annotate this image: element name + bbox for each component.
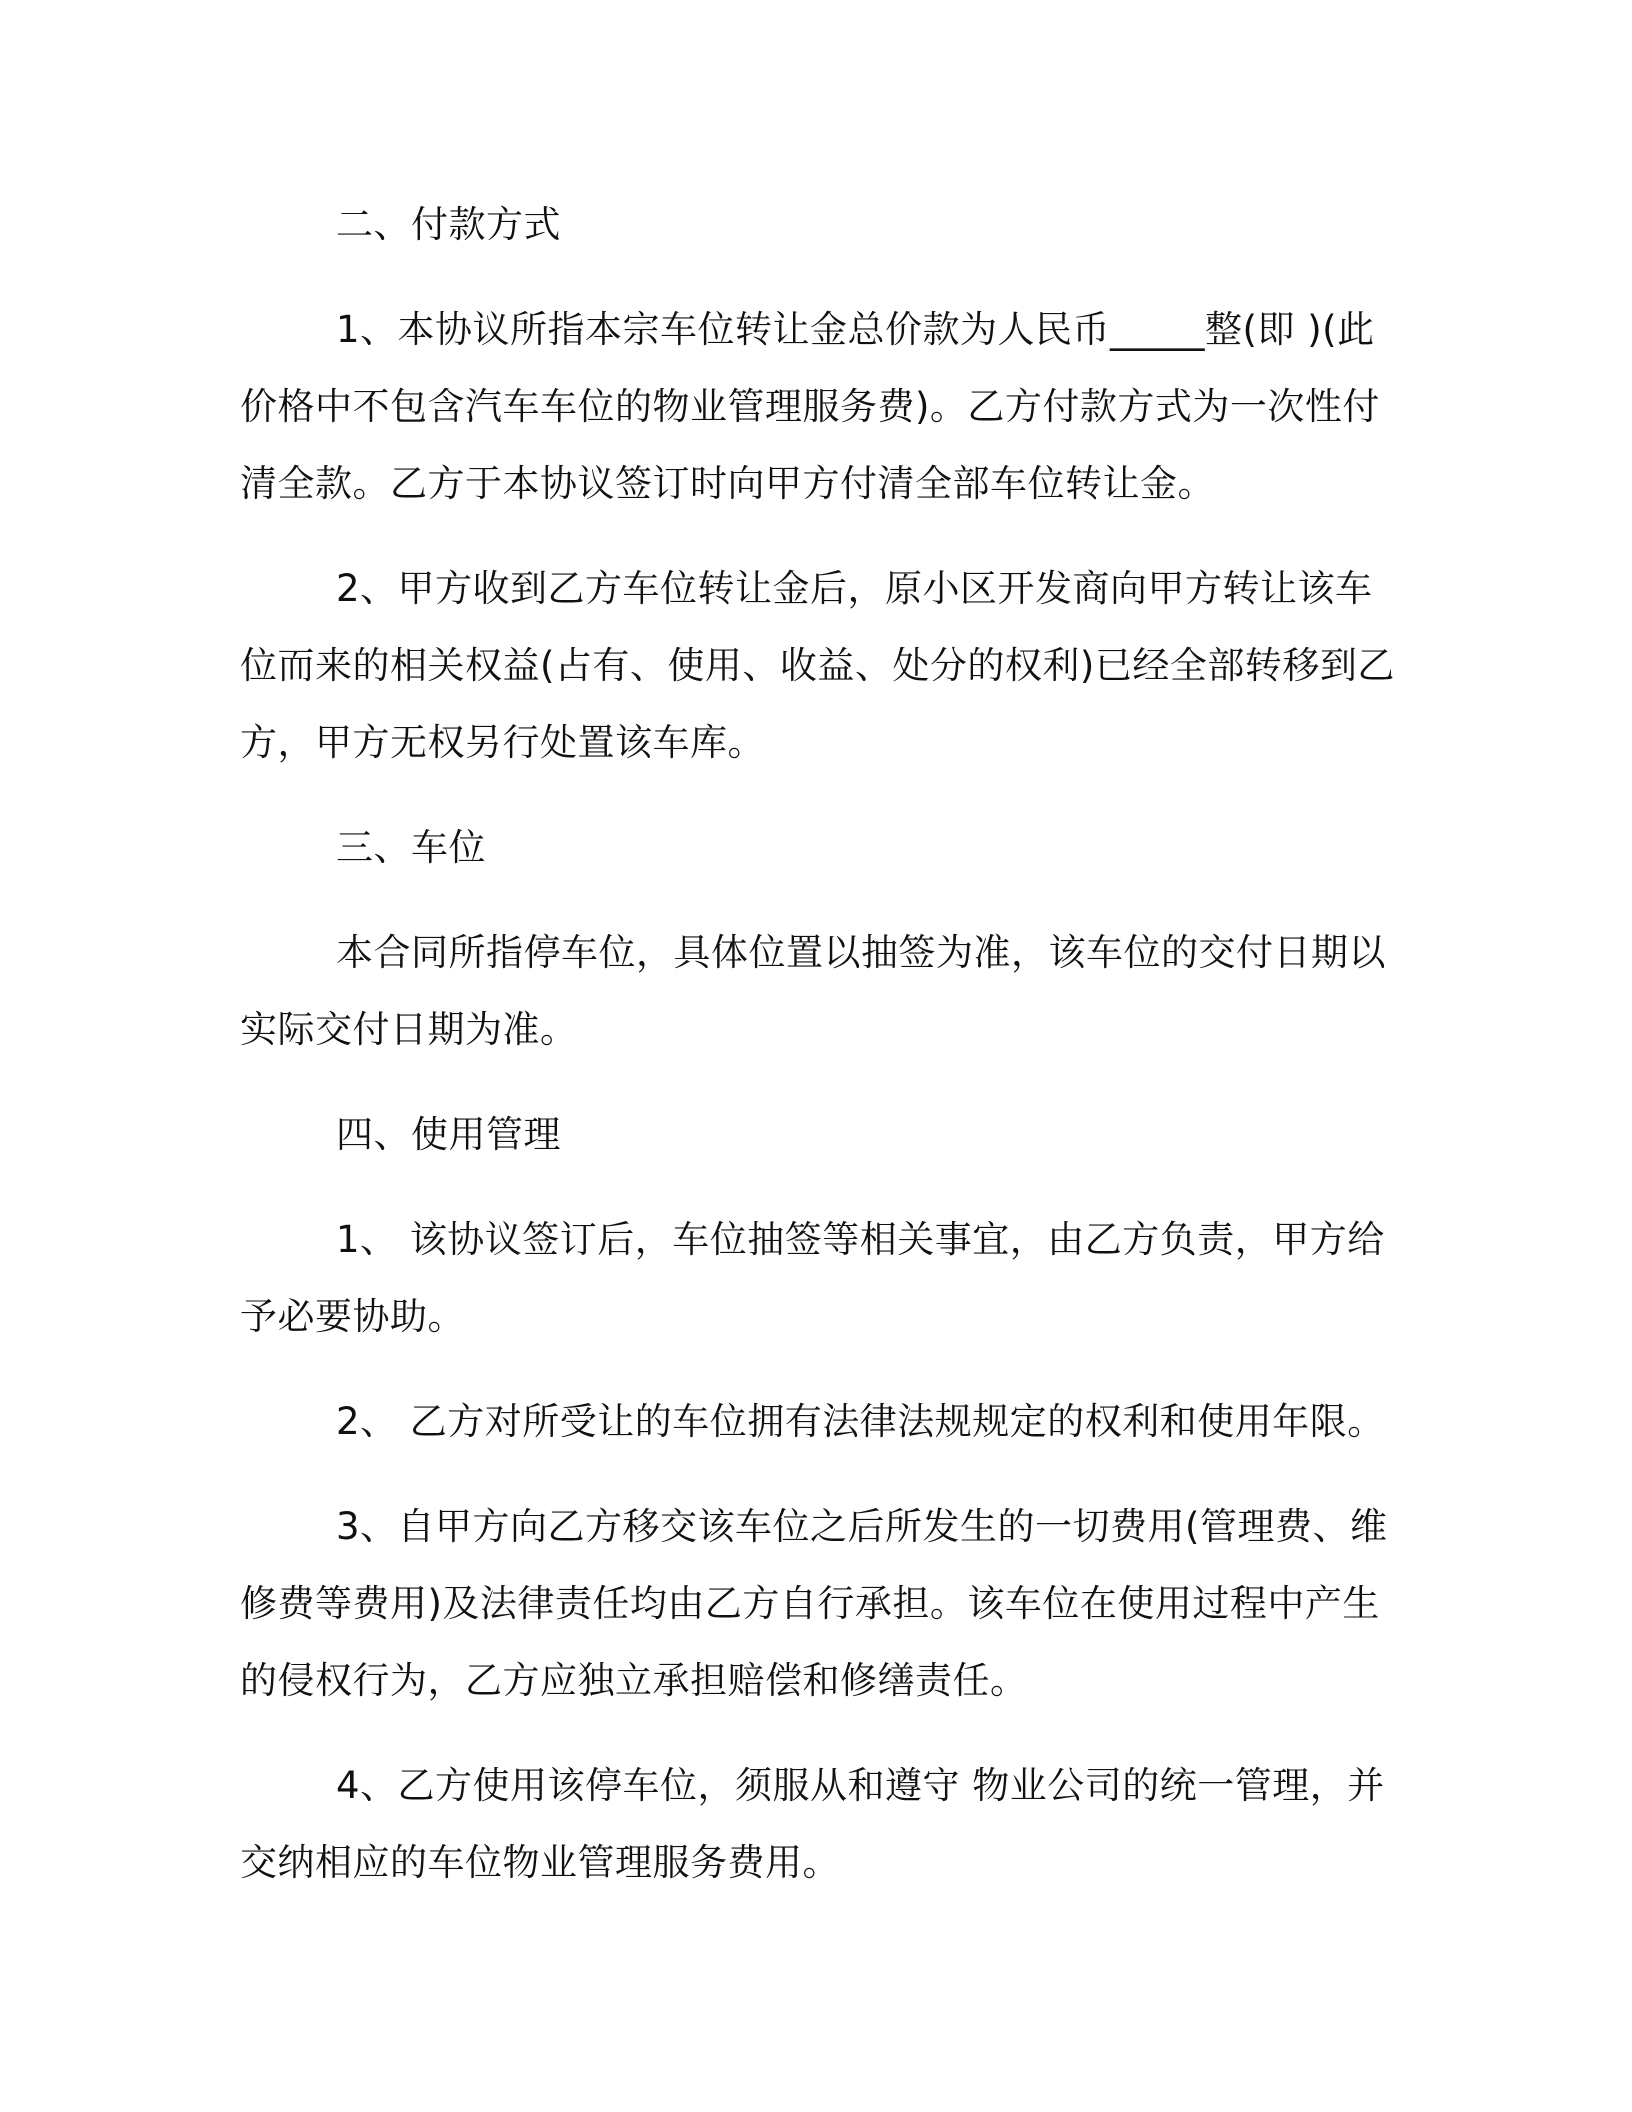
text-line: 2、 乙方对所受让的车位拥有法律法规规定的权利和使用年限。 [336, 1400, 1385, 1443]
text-line: 位而来的相关权益(占有、使用、收益、处分的权利)已经全部转移到乙 [240, 644, 1395, 687]
text-line: 清全款。乙方于本协议签订时向甲方付清全部车位转让金。 [240, 462, 1215, 505]
section-heading-usage-management [240, 1096, 1392, 1173]
paragraph-usage-3 [240, 1488, 1392, 1719]
text-line: 价格中不包含汽车车位的物业管理服务费)。乙方付款方式为一次性付 [240, 385, 1380, 428]
text-line: 交纳相应的车位物业管理服务费用。 [240, 1841, 840, 1884]
paragraph-usage-2 [240, 1383, 1392, 1460]
text-line: 的侵权行为，乙方应独立承担赔偿和修缮责任。 [240, 1659, 1028, 1702]
paragraph-payment-1 [240, 291, 1392, 522]
text-line: 实际交付日期为准。 [240, 1008, 578, 1051]
text-line: 1、 该协议签订后，车位抽签等相关事宜，由乙方负责，甲方给 [336, 1218, 1385, 1261]
heading-text: 三、车位 [336, 826, 486, 869]
text-line: 4、乙方使用该停车位，须服从和遵守 物业公司的统一管理，并 [336, 1764, 1385, 1807]
paragraph-usage-1 [240, 1201, 1392, 1355]
heading-text: 二、付款方式 [336, 203, 561, 246]
text-line: 予必要协助。 [240, 1295, 465, 1338]
text-line: 3、自甲方向乙方移交该车位之后所发生的一切费用(管理费、维 [336, 1505, 1388, 1548]
section-heading-parking-space [240, 809, 1392, 886]
text-line: 本合同所指停车位，具体位置以抽签为准，该车位的交付日期以 [336, 931, 1386, 974]
paragraph-payment-2 [240, 550, 1395, 781]
text-line: 2、甲方收到乙方车位转让金后，原小区开发商向甲方转让该车 [336, 567, 1373, 610]
text-line: 方，甲方无权另行处置该车库。 [240, 721, 765, 764]
heading-text: 四、使用管理 [336, 1113, 561, 1156]
section-heading-payment [240, 186, 1392, 263]
paragraph-parking-space [240, 914, 1392, 1068]
text-line: 修费等费用)及法律责任均由乙方自行承担。该车位在使用过程中产生 [240, 1582, 1380, 1625]
paragraph-usage-4 [240, 1747, 1392, 1901]
text-line: 1、本协议所指本宗车位转让金总价款为人民币_____整(即 )(此 [336, 308, 1375, 351]
document-body [240, 186, 1395, 1929]
